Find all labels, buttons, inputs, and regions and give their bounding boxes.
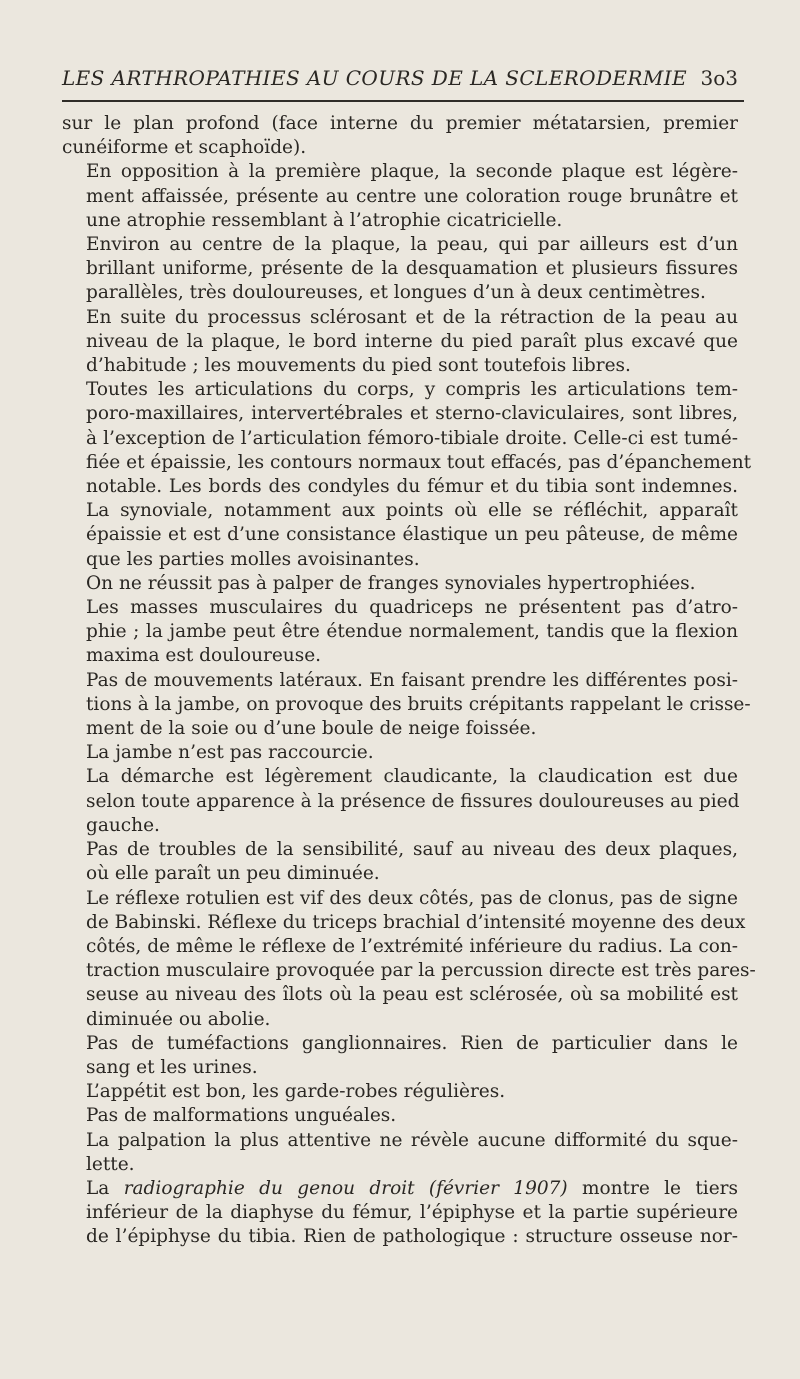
text-line: Pas de mouvements latéraux. En faisant prendre les différentes posi- [86,669,738,691]
text-line: niveau de la plaque, le bord interne du pied paraît plus excavé que [86,330,738,352]
text-line: côtés, de même le réflexe de l’extrémité inférieure du radius. La con- [86,935,738,957]
text-line: selon toute apparence à la présence de fissures douloureuses au pied [86,790,740,812]
paragraph [62,572,738,596]
text-line: brillant uniforme, présente de la desquamation et plusieurs fissures [86,258,738,280]
text-line: diminuée ou abolie. [86,1008,271,1030]
text-line: Environ au centre de la plaque, la peau, qui par ailleurs est d’un [86,234,738,256]
text-segment: montre le tiers [567,1177,738,1199]
running-title: LES ARTHROPATHIES AU COURS DE LA SCLERODERMIE [62,66,688,90]
text-line: La démarche est légèrement claudicante, la claudication est due [86,766,738,788]
text-line: traction musculaire provoquée par la percussion directe est très pares- [86,960,756,982]
text-line: maxima est douloureuse. [86,645,322,667]
paragraph [62,1129,738,1177]
text-line: parallèles, très douloureuses, et longues d’un à deux centimètres. [86,282,706,304]
paragraph [62,765,738,838]
paragraph [62,1032,738,1080]
text-segment: La [86,1177,124,1199]
paragraph [62,1177,738,1250]
text-line: une atrophie ressemblant à l’atrophie cicatricielle. [86,209,563,231]
paragraph [62,378,752,572]
paragraph [62,233,738,306]
text-line: d’habitude ; les mouvements du pied sont toutefois libres. [86,355,631,377]
text-line: Le réflexe rotulien est vif des deux côtés, pas de clonus, pas de signe [86,887,738,909]
text-line: lette. [86,1153,135,1175]
text-line: de l’épiphyse du tibia. Rien de pathologique : structure osseuse nor- [86,1226,738,1248]
text-line: ment affaissée, présente au centre une coloration rouge brunâtre et [86,185,738,207]
paragraph [62,741,738,765]
text-line: Toutes les articulations du corps, y compris les articulations tem- [86,379,738,401]
text-line: La synoviale, notamment aux points où elle se réfléchit, apparaît [86,500,738,522]
text-line: Pas de tuméfactions ganglionnaires. Rien de particulier dans le [86,1032,738,1054]
text-line: Les masses musculaires du quadriceps ne présentent pas d’atro- [86,597,738,619]
italic-phrase: radiographie du genou droit (février 1907) [123,1177,568,1199]
paragraph [62,596,738,669]
text-line: sur le plan profond (face interne du premier métatarsien, premier [62,113,738,134]
text-line: à l’exception de l’articulation fémoro-tibiale droite. Celle-ci est tumé- [86,427,738,449]
text-line: gauche. [86,814,160,836]
text-line: L’appétit est bon, les garde-robes régulières. [86,1081,506,1103]
text-line: où elle paraît un peu diminuée. [86,863,380,885]
paragraph [62,1104,738,1128]
text-line: notable. Les bords des condyles du fémur et du tibia sont indemnes. [86,476,738,498]
page-number: 3o3 [700,66,738,90]
paragraph [62,112,738,160]
text-line: fiée et épaissie, les contours normaux tout effacés, pas d’épanchement [86,451,752,473]
text-line: tions à la jambe, on provoque des bruits crépitants rappelant le crisse- [86,693,751,715]
text-line: La jambe n’est pas raccourcie. [86,742,374,764]
text-line: poro-maxillaires, intervertébrales et sterno-claviculaires, sont libres, [86,403,738,425]
text-line [62,1177,738,1201]
text-line: En suite du processus sclérosant et de la rétraction de la peau au [86,306,738,328]
body-text [62,112,756,1250]
text-line: cunéiforme et scaphoïde). [62,137,307,159]
text-line: épaissie et est d’une consistance élastique un peu pâteuse, de même [86,524,738,546]
text-line: sang et les urines. [86,1056,258,1078]
text-line: En opposition à la première plaque, la seconde plaque est légère- [86,161,738,183]
paragraph [62,1080,738,1104]
text-line: de Babinski. Réflexe du triceps brachial d’intensité moyenne des deux [86,911,746,933]
paragraph [62,887,756,1032]
paragraph [62,306,738,379]
paragraph [62,160,738,233]
text-line: seuse au niveau des îlots où la peau est sclérosée, où sa mobilité est [86,984,738,1006]
running-head [62,66,738,90]
paragraph [62,669,751,742]
text-line: inférieur de la diaphyse du fémur, l’épiphyse et la partie supérieure [86,1202,738,1224]
header-rule [62,100,744,102]
text-line: ment de la soie ou d’une boule de neige foissée. [86,718,537,740]
text-line: que les parties molles avoisinantes. [86,548,420,570]
text-line: La palpation la plus attentive ne révèle aucune difformité du sque- [86,1129,738,1151]
text-line: Pas de troubles de la sensibilité, sauf au niveau des deux plaques, [86,839,738,861]
text-line: On ne réussit pas à palper de franges synoviales hypertrophiées. [86,572,696,594]
text-line: phie ; la jambe peut être étendue normalement, tandis que la flexion [86,621,738,643]
text-line: Pas de malformations unguéales. [86,1105,397,1127]
paragraph [62,838,738,886]
